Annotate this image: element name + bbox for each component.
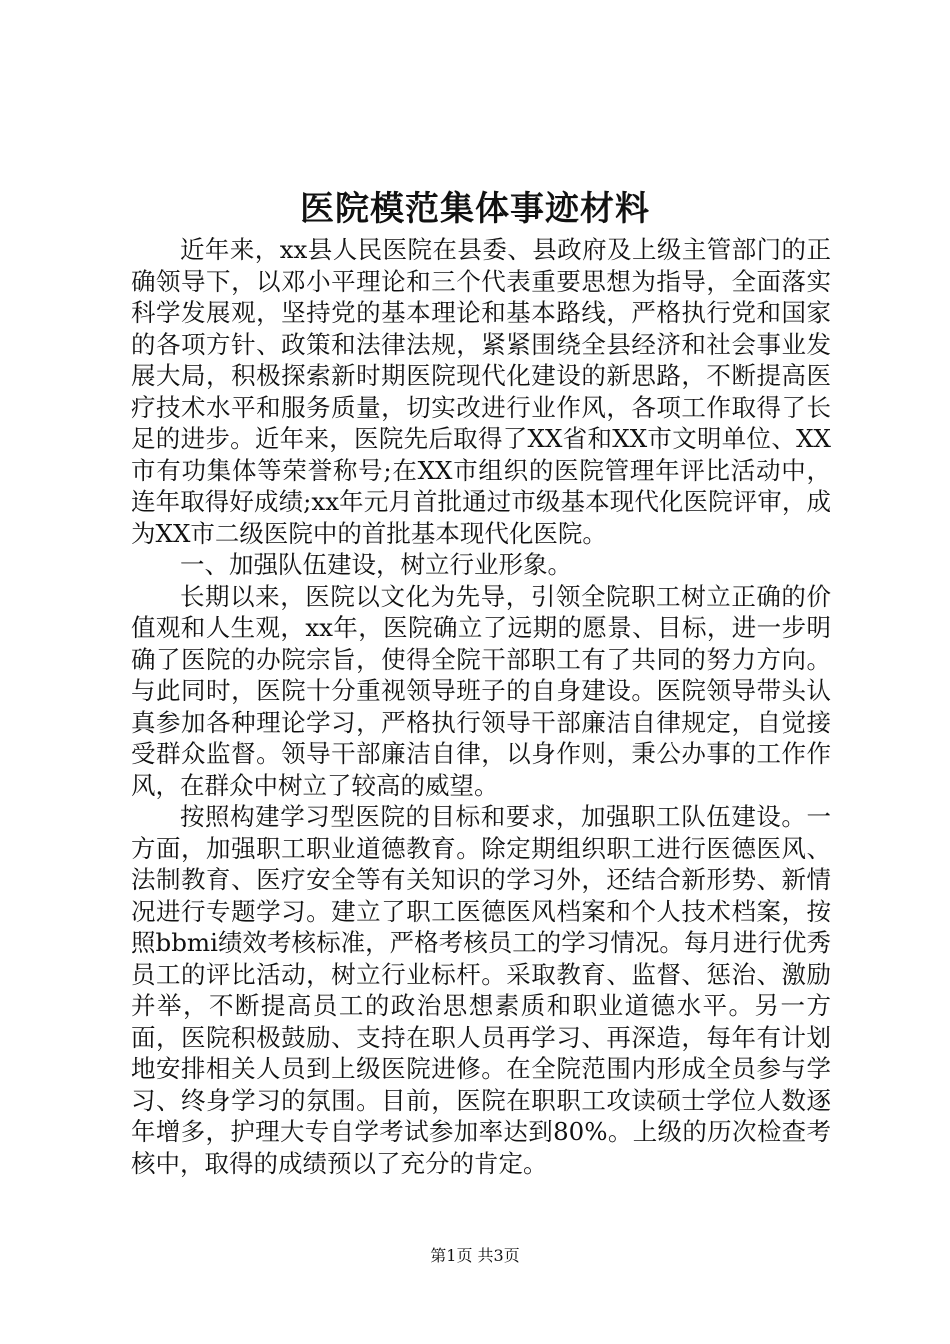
page-number-footer: 第1页 共3页 [430, 1246, 520, 1265]
section-heading: 一、加强队伍建设，树立行业形象。 [180, 550, 572, 579]
document-title: 医院模范集体事迹材料 [300, 189, 650, 229]
paragraph-team-building: 长期以来，医院以文化为先导，引领全院职工树立正确的价值观和人生观，xx年，医院确立了远期的愿景、目标，进一步明确了医院的办院宗旨，使得全院干部职工有了共同的努力方向。与此同时，医院十分重视领导班子的自身建设。医院领导带头认真参加各种理论学习，严格执行领导干部廉洁自律规定，自觉接受群众监督。领导干部廉洁自律，以身作则，秉公办事的工作作风，在群众中树立了较高的威望。 [131, 581, 831, 800]
paragraph-learning-hospital: 按照构建学习型医院的目标和要求，加强职工队伍建设。一方面，加强职工职业道德教育。除定期组织职工进行医德医风、法制教育、医疗安全等有关知识的学习外，还结合新形势、新情况进行专题学习。建立了职工医德医风档案和个人技术档案，按照bbmi绩效考核标准，严格考核员工的学习情况。每月进行优秀员工的评比活动，树立行业标杆。采取教育、监督、惩治、激励并举，不断提高员工的政治思想素质和职业道德水平。另一方面，医院积极鼓励、支持在职人员再学习、再深造，每年有计划地安排相关人员到上级医院进修。在全院范围内形成全员参与学习、终身学习的氛围。目前，医院在职职工攻读硕士学位人数逐年增多，护理大专自学考试参加率达到80%。上级的历次检查考核中，取得的成绩预以了充分的肯定。 [131, 802, 831, 1178]
document-body [131, 234, 831, 1179]
paragraph-intro: 近年来，xx县人民医院在县委、县政府及上级主管部门的正确领导下，以邓小平理论和三个代表重要思想为指导，全面落实科学发展观，坚持党的基本理论和基本路线，严格执行党和国家的各项方针、政策和法律法规，紧紧围绕全县经济和社会事业发展大局，积极探索新时期医院现代化建设的新思路，不断提高医疗技术水平和服务质量，切实改进行业作风，各项工作取得了长足的进步。近年来，医院先后取得了XX省和XX市文明单位、XX市有功集体等荣誉称号;在XX市组织的医院管理年评比活动中，连年取得好成绩;xx年元月首批通过市级基本现代化医院评审，成为XX市二级医院中的首批基本现代化医院。 [131, 235, 831, 548]
